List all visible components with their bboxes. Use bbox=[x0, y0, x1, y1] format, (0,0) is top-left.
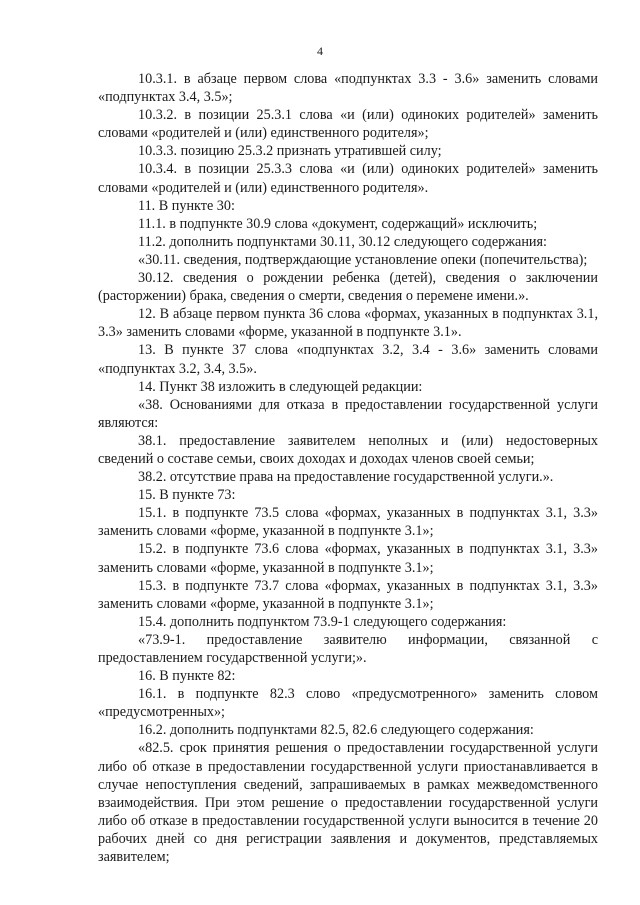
paragraph: 38.1. предоставление заявителем неполных и (или) недостоверных сведений о составе семьи, своих доходах и доходах членов своей семьи; bbox=[98, 432, 598, 467]
paragraph: 10.3.1. в абзаце первом слова «подпунктах 3.3 - 3.6» заменить словами «подпунктах 3.4, 3.5»; bbox=[98, 71, 598, 106]
paragraph: 16.1. в подпункте 82.3 слово «предусмотренного» заменить словом «предусмотренных»; bbox=[98, 686, 598, 721]
paragraph: 10.3.3. позицию 25.3.2 признать утратившей силу; bbox=[138, 143, 442, 160]
paragraph: 15.1. в подпункте 73.5 слова «формах, указанных в подпунктах 3.1, 3.3» заменить словами «форме, указанной в подпункте 3.1»; bbox=[98, 505, 598, 540]
paragraph: 10.3.2. в позиции 25.3.1 слова «и (или) одиноких родителей» заменить словами «родителей и (или) единственного родителя»; bbox=[98, 107, 598, 142]
paragraph: «82.5. срок принятия решения о предоставлении государственной услуги либо об отказе в предоставлении государственной услуги приостанавливается в случае непоступления сведений, запрашиваемых в рамках межведомственного взаимодействия. При этом решение о предоставлении государственной услуги либо об отказе в предоставлении государственной услуги выносится в течение 20 рабочих дней со дня регистрации заявления и документов, представляемых заявителем; bbox=[98, 740, 598, 866]
paragraph: 16.2. дополнить подпунктами 82.5, 82.6 следующего содержания: bbox=[138, 722, 534, 739]
paragraph: 11. В пункте 30: bbox=[138, 197, 235, 214]
paragraph: 15.3. в подпункте 73.7 слова «формах, указанных в подпунктах 3.1, 3.3» заменить словами «форме, указанной в подпункте 3.1»; bbox=[98, 577, 598, 612]
document-body bbox=[98, 70, 598, 866]
paragraph: 14. Пункт 38 изложить в следующей редакции: bbox=[138, 378, 423, 395]
paragraph: 15.4. дополнить подпунктом 73.9-1 следующего содержания: bbox=[138, 613, 507, 630]
page-number: 4 bbox=[317, 44, 323, 58]
paragraph: 10.3.4. в позиции 25.3.3 слова «и (или) одиноких родителей» заменить словами «родителей и (или) единственного родителя». bbox=[98, 161, 598, 196]
paragraph: 11.1. в подпункте 30.9 слова «документ, содержащий» исключить; bbox=[138, 215, 538, 232]
paragraph: 16. В пункте 82: bbox=[138, 668, 236, 685]
paragraph: 13. В пункте 37 слова «подпунктах 3.2, 3.4 - 3.6» заменить словами «подпунктах 3.2, 3.4, 3.5». bbox=[98, 342, 598, 377]
paragraph: 30.12. сведения о рождении ребенка (детей), сведения о заключении (расторжении) брака, сведения о смерти, сведения о перемене имени.». bbox=[98, 270, 598, 305]
paragraph: 15.2. в подпункте 73.6 слова «формах, указанных в подпунктах 3.1, 3.3» заменить словами «форме, указанной в подпункте 3.1»; bbox=[98, 541, 598, 576]
paragraph: 12. В абзаце первом пункта 36 слова «формах, указанных в подпунктах 3.1, 3.3» заменить словами «форме, указанной в подпункте 3.1». bbox=[98, 306, 598, 341]
paragraph: «38. Основаниями для отказа в предоставлении государственной услуги являются: bbox=[98, 396, 598, 431]
paragraph: 15. В пункте 73: bbox=[138, 487, 236, 504]
paragraph: 11.2. дополнить подпунктами 30.11, 30.12 следующего содержания: bbox=[138, 233, 547, 250]
paragraph: 38.2. отсутствие права на предоставление государственной услуги.». bbox=[138, 469, 554, 486]
paragraph: «73.9-1. предоставление заявителю информации, связанной с предоставлением государственной услуги;». bbox=[98, 631, 598, 666]
paragraph: «30.11. сведения, подтверждающие установление опеки (попечительства); bbox=[138, 251, 588, 268]
